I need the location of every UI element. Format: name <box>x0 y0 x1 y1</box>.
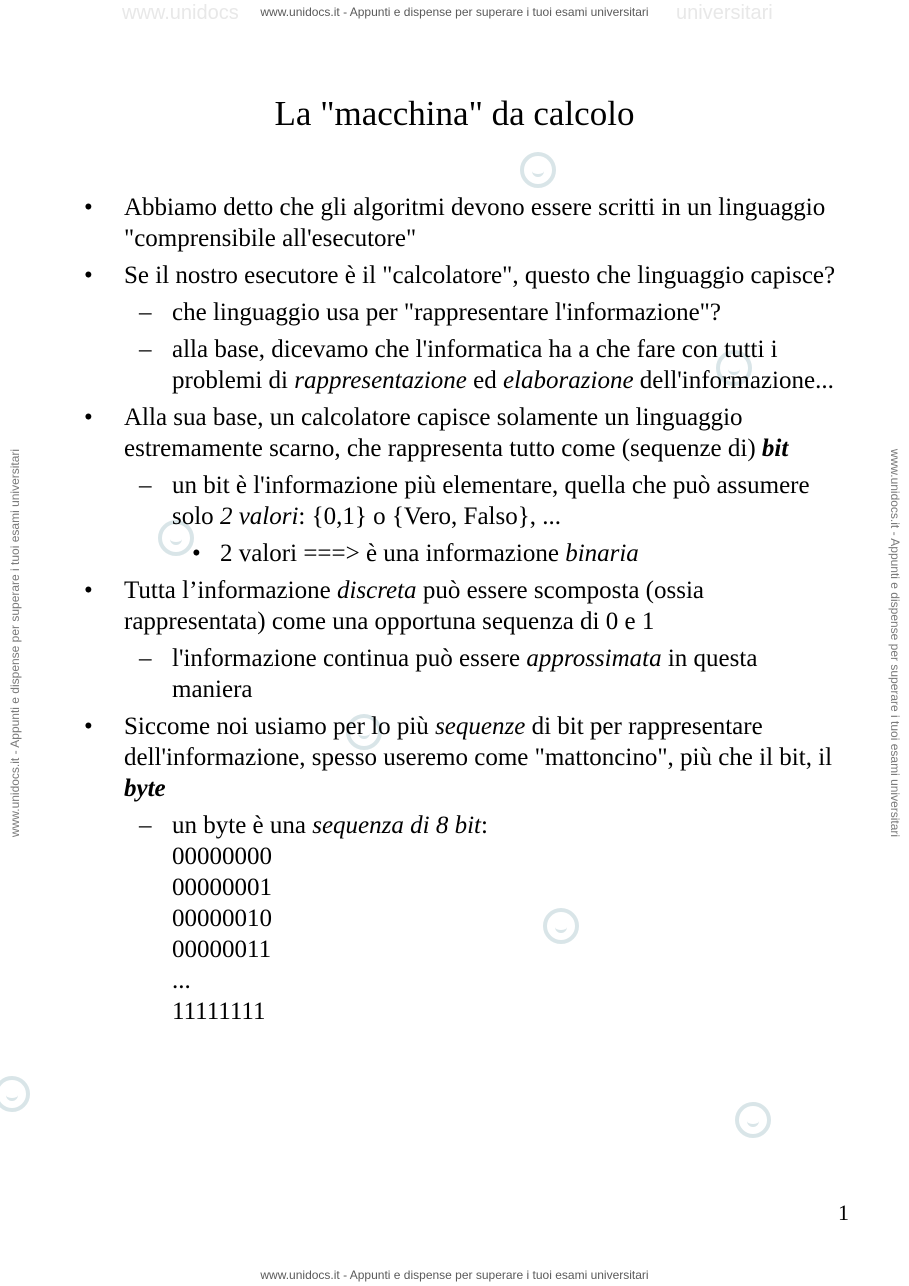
watermark-ghost-right: universitari <box>676 2 773 24</box>
dash-marker: – <box>139 336 152 363</box>
unidocs-logo-icon <box>0 1076 30 1112</box>
watermark-left: www.unidocs.it - Appunti e dispense per superare i tuoi esami universitari <box>8 448 22 838</box>
sub-text: ed <box>466 367 503 394</box>
dash-marker: – <box>139 472 152 499</box>
bullet-text: Siccome noi usiamo per lo più <box>124 713 436 740</box>
watermark-bottom: www.unidocs.it - Appunti e dispense per superare i tuoi esami universitari <box>260 1268 649 1282</box>
watermark-ghost-left: www.unidocs <box>122 2 239 24</box>
sub-sub-text: 2 valori ===> è una informazione <box>220 540 566 567</box>
emphasis: binaria <box>565 540 639 567</box>
bullet-text: può essere scomposta (ossia rappresentata) come una opportuna sequenza di 0 e 1 <box>124 577 705 635</box>
emphasis: sequenza di 8 bit <box>312 812 481 839</box>
bullet-text: Se il nostro esecutore è il "calcolatore", questo che linguaggio capisce? <box>124 262 836 289</box>
bullet-text: Tutta l’informazione <box>124 577 337 604</box>
bullet-marker: • <box>84 404 93 431</box>
sub-text: alla base, dicevamo che l'informatica ha a che fare con tutti i problemi di <box>172 336 778 394</box>
bullet-marker: • <box>84 577 93 604</box>
strong-emphasis: byte <box>124 775 166 802</box>
byte-code: 00000001 <box>172 874 272 901</box>
bullet-text: Abbiamo detto che gli algoritmi devono essere scritti in un linguaggio "comprensibile all'esecutore" <box>124 194 826 252</box>
sub-text: l'informazione continua può essere <box>172 645 527 672</box>
sub-text: dell'informazione... <box>633 367 834 394</box>
bullet-item <box>0 711 909 804</box>
sub-sub-item <box>0 538 909 569</box>
dash-marker: – <box>139 645 152 672</box>
bullet-marker: • <box>84 262 93 289</box>
watermark-top: www.unidocs.it - Appunti e dispense per superare i tuoi esami universitari <box>260 5 649 19</box>
emphasis: elaborazione <box>503 367 634 394</box>
unidocs-logo-icon <box>735 1102 771 1138</box>
bullet-marker: • <box>84 194 93 221</box>
watermark-right: www.unidocs.it - Appunti e dispense per superare i tuoi esami universitari <box>888 448 902 838</box>
bullet-marker: • <box>192 540 201 567</box>
unidocs-logo-icon <box>520 152 556 188</box>
sub-item <box>0 810 909 841</box>
bullet-item <box>0 192 909 254</box>
byte-code: 00000011 <box>172 936 272 963</box>
byte-code: ... <box>172 967 191 994</box>
sub-item <box>0 334 909 396</box>
bullet-item <box>0 402 909 464</box>
sub-text: un bit è l'informazione più elementare, quella che può assumere solo <box>172 472 810 530</box>
emphasis: discreta <box>336 577 417 604</box>
byte-code: 00000010 <box>172 905 272 932</box>
bullet-text: Alla sua base, un calcolatore capisce solamente un linguaggio estremamente scarno, che rappresenta tutto come (sequenze di) <box>124 404 762 462</box>
emphasis: 2 valori <box>219 503 299 530</box>
sub-text: : {0,1} o {Vero, Falso}, ... <box>298 503 561 530</box>
page-number: 1 <box>838 1200 849 1225</box>
strong-emphasis: bit <box>761 435 789 462</box>
sub-item <box>0 470 909 532</box>
sub-text: in questa maniera <box>172 645 758 703</box>
sub-text: : <box>480 812 488 839</box>
slide-title: La "macchina" da calcolo <box>274 94 635 133</box>
byte-sequence-list <box>0 841 909 1027</box>
sub-text: un byte è una <box>172 812 313 839</box>
byte-code: 00000000 <box>172 843 272 870</box>
bullet-item <box>0 260 909 291</box>
bullet-text: di bit per rappresentare dell'informazione, spesso useremo come "mattoncino", più che il bit, il <box>124 713 833 771</box>
bullet-marker: • <box>84 713 93 740</box>
emphasis: approssimata <box>526 645 662 672</box>
sub-item <box>0 643 909 705</box>
byte-code: 11111111 <box>172 998 266 1025</box>
emphasis: sequenze <box>435 713 526 740</box>
sub-text: che linguaggio usa per "rappresentare l'informazione"? <box>172 299 721 326</box>
bullet-item <box>0 575 909 637</box>
dash-marker: – <box>139 812 152 839</box>
emphasis: rappresentazione <box>294 367 467 394</box>
bullet-list <box>0 192 909 1027</box>
dash-marker: – <box>139 299 152 326</box>
sub-item <box>0 297 909 328</box>
